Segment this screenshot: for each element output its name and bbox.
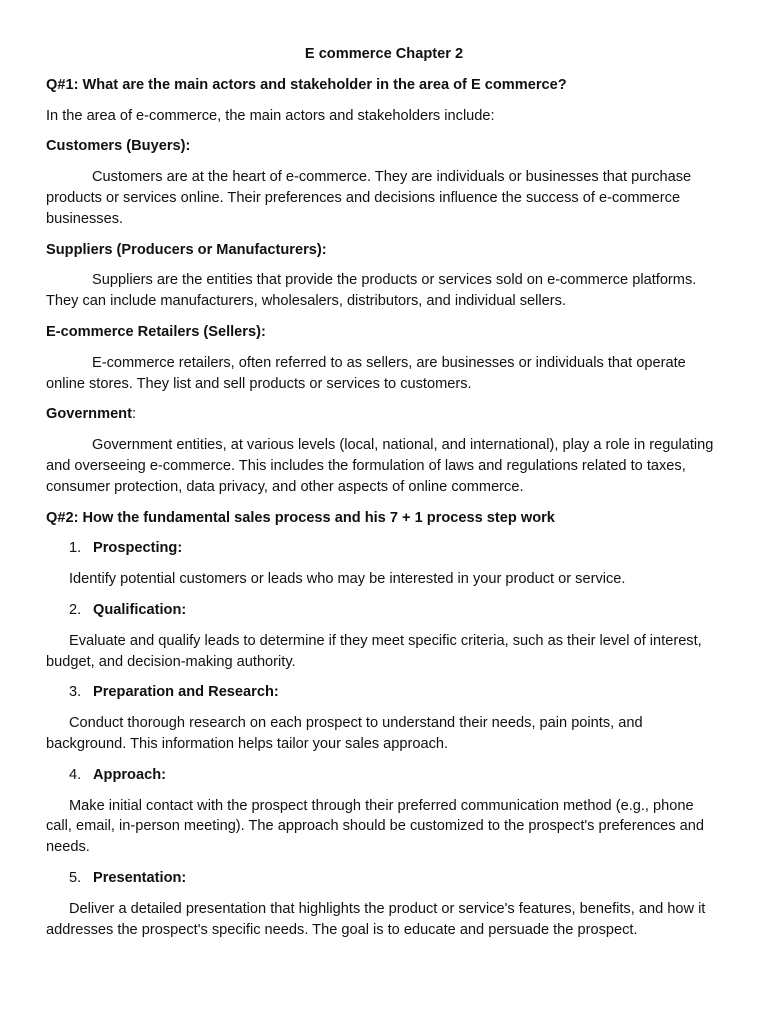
- step-4-heading: [46, 765, 722, 786]
- step-label: Preparation and Research:: [93, 684, 279, 701]
- step-number: 2.: [69, 601, 82, 618]
- step-label: Presentation:: [93, 869, 187, 886]
- question-1-intro: In the area of e-commerce, the main actors and stakeholders include:: [46, 107, 495, 124]
- step-label: Prospecting:: [93, 540, 183, 557]
- section-retailers-text: E-commerce retailers, often referred to as sellers, are businesses or individuals that operate online stores. They list and sell products or services to customers.: [46, 354, 686, 392]
- section-suppliers-text: Suppliers are the entities that provide the products or services sold on e-commerce platforms. They can include manufacturers, wholesalers, distributors, and individual sellers.: [46, 272, 697, 310]
- step-number: 1.: [69, 540, 82, 557]
- step-5-heading: [46, 868, 722, 889]
- step-2-text: Evaluate and qualify leads to determine if they meet specific criteria, such as their level of interest, budget, and decision-making authority.: [46, 632, 702, 670]
- section-customers-label: Customers (Buyers):: [46, 138, 191, 155]
- step-1-heading: [46, 538, 722, 559]
- step-1-text: Identify potential customers or leads who may be interested in your product or service.: [69, 571, 626, 588]
- section-government-text: Government entities, at various levels (local, national, and international), play a role in regulating and overseeing e-commerce. This includes the formulation of laws and regulations related to taxes, consumer protection, data privacy, and other aspects of online commerce.: [46, 437, 714, 495]
- step-4-text: Make initial contact with the prospect through their preferred communication method (e.g., phone call, email, in-person meeting). The approach should be customized to the prospect's preferences and needs.: [46, 797, 704, 856]
- section-customers-text: Customers are at the heart of e-commerce. They are individuals or businesses that purchase products or services online. Their preferences and decisions influence the success of e-commerce businesses.: [46, 169, 692, 227]
- section-suppliers-label: Suppliers (Producers or Manufacturers):: [46, 241, 327, 258]
- step-3-heading: [46, 682, 722, 703]
- step-5-text: Deliver a detailed presentation that highlights the product or service's features, benefits, and how it addresses the prospect's specific needs. The goal is to educate and persuade the prospect.: [46, 900, 706, 938]
- document-page: [46, 44, 722, 950]
- question-2-heading: Q#2: How the fundamental sales process and his 7 + 1 process step work: [46, 509, 555, 526]
- section-government-label: Government:: [46, 406, 137, 423]
- step-label: Approach:: [93, 766, 166, 783]
- step-3-text: Conduct thorough research on each prospect to understand their needs, pain points, and background. This information helps tailor your sales approach.: [46, 715, 643, 752]
- step-label: Qualification:: [93, 601, 187, 618]
- question-1-heading: Q#1: What are the main actors and stakeholder in the area of E commerce?: [46, 76, 567, 93]
- section-retailers-label: E-commerce Retailers (Sellers):: [46, 323, 266, 340]
- step-number: 5.: [69, 869, 82, 886]
- step-2-heading: [46, 600, 722, 621]
- step-number: 3.: [69, 684, 82, 701]
- step-number: 4.: [69, 766, 82, 783]
- document-title: E commerce Chapter 2: [304, 46, 464, 62]
